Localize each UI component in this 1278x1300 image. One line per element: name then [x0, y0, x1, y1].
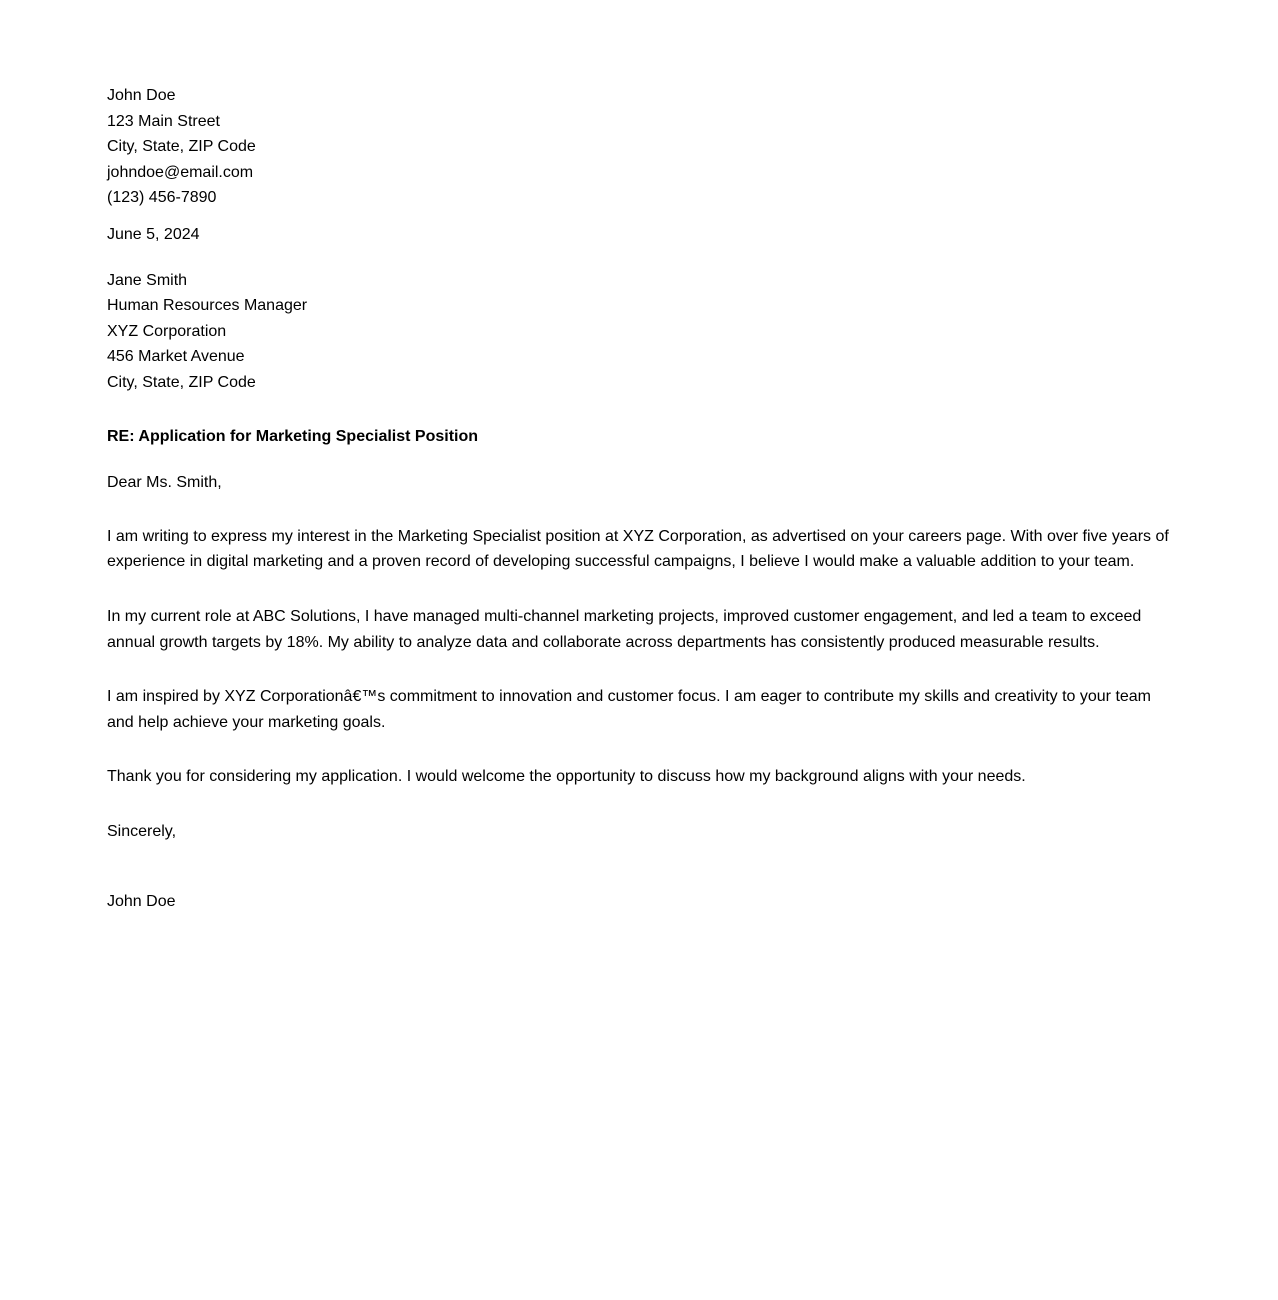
sender-name: John Doe — [107, 87, 176, 104]
body-paragraph-4: Thank you for considering my application. I would welcome the opportunity to discuss how my background aligns with your needs. — [107, 768, 1026, 786]
letter-date: June 5, 2024 — [107, 225, 200, 243]
recipient-company: XYZ Corporation — [107, 322, 227, 340]
body-paragraph-3: I am inspired by XYZ Corporationâ€™s commitment to innovation and customer focus. I am eager to contribute my skills and creativity to your team and help achieve your marketing goals. — [107, 688, 1152, 731]
recipient-city-line: City, State, ZIP Code — [107, 373, 256, 391]
recipient-address-block — [107, 268, 1170, 396]
signature-name: John Doe — [107, 893, 176, 911]
body-paragraph-1: I am writing to express my interest in the Marketing Specialist position at XYZ Corporation, as advertised on your careers page. With over five years of experience in digital marketing and a proven record of developing successful campaigns, I believe I would make a valuable addition to your team. — [107, 527, 1169, 571]
body-paragraph-2: In my current role at ABC Solutions, I have managed multi-channel marketing projects, improved customer engagement, and led a team to exceed annual growth targets by 18%. My ability to analyze data and collaborate across departments has consistently produced measurable results. — [107, 607, 1142, 651]
sender-address-block — [107, 83, 1170, 211]
sender-phone: (123) 456-7890 — [107, 189, 217, 207]
recipient-street: 456 Market Avenue — [107, 348, 245, 366]
recipient-title: Human Resources Manager — [107, 297, 308, 315]
recipient-name: Jane Smith — [107, 271, 188, 289]
sender-email: johndoe@email.com — [107, 163, 254, 181]
subject-line: RE: Application for Marketing Specialist Position — [107, 427, 479, 445]
sender-city-line: City, State, ZIP Code — [107, 138, 256, 156]
closing: Sincerely, — [107, 822, 177, 840]
sender-street: 123 Main Street — [107, 112, 220, 130]
salutation: Dear Ms. Smith, — [107, 474, 222, 492]
